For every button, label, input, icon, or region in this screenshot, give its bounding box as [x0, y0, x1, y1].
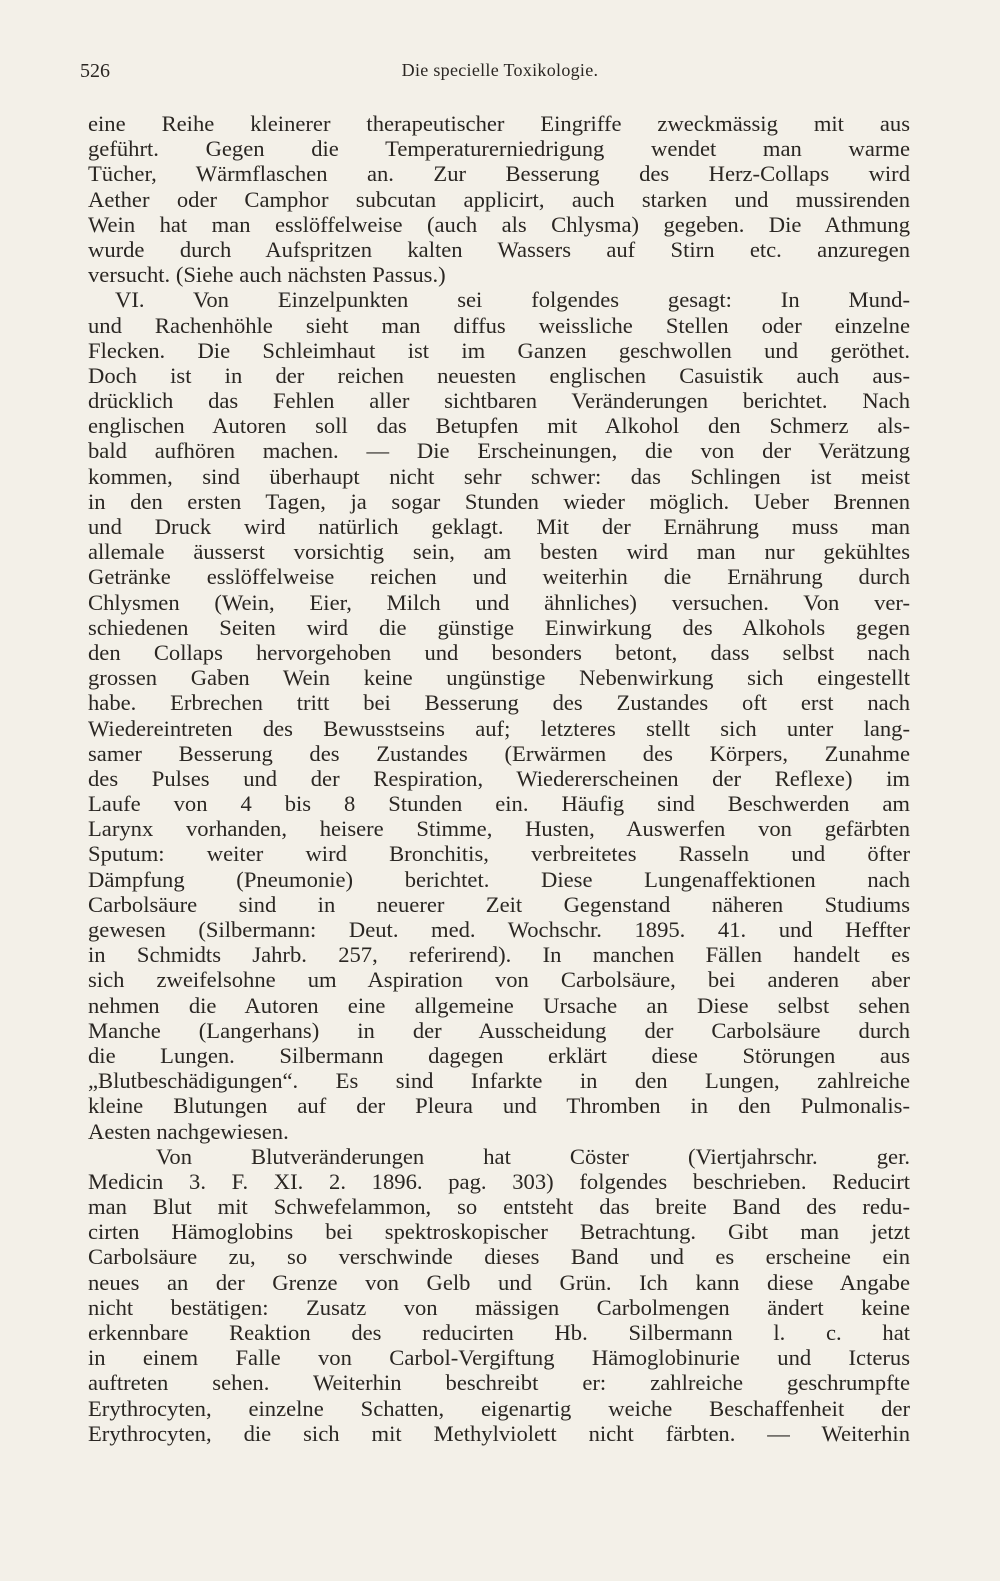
- text-line: englischen Autoren soll das Betupfen mit Alkohol den Schmerz als-: [88, 413, 910, 439]
- text-line: eine Reihe kleinerer therapeutischer Eingriffe zweckmässig mit aus: [88, 111, 910, 136]
- text-line: in den ersten Tagen, ja sogar Stunden wieder möglich. Ueber Brennen: [88, 488, 910, 514]
- text-line: Getränke esslöffelweise reichen und weiterhin die Ernährung durch: [88, 564, 910, 590]
- text-line: man Blut mit Schwefelammon, so entsteht das breite Band des redu-: [88, 1194, 910, 1220]
- text-line: neues an der Grenze von Gelb und Grün. Ich kann diese Angabe: [88, 1269, 910, 1295]
- text-line: cirten Hämoglobins bei spektroskopischer Betrachtung. Gibt man jetzt: [88, 1219, 910, 1245]
- text-line: Chlysmen (Wein, Eier, Milch und ähnliches) versuchen. Von ver-: [88, 589, 910, 615]
- text-line: gewesen (Silbermann: Deut. med. Wochschr. 1895. 41. und Heffter: [88, 917, 910, 942]
- text-line: Carbolsäure zu, so verschwinde dieses Band und es erscheine ein: [88, 1244, 910, 1270]
- text-line: Aether oder Camphor subcutan applicirt, auch starken und mussirenden: [88, 186, 910, 212]
- text-line: habe. Erbrechen tritt bei Besserung des Zustandes oft erst nach: [88, 690, 910, 716]
- text-line: Dämpfung (Pneumonie) berichtet. Diese Lungenaffektionen nach: [88, 866, 910, 892]
- text-line: VI. Von Einzelpunkten sei folgendes gesagt: In Mund-: [115, 287, 910, 313]
- text-line: den Collaps hervorgehoben und besonders betont, dass selbst nach: [88, 639, 910, 665]
- text-line: Larynx vorhanden, heisere Stimme, Husten, Auswerfen von gefärbten: [88, 816, 910, 842]
- text-line: Aesten nachgewiesen.: [88, 1118, 289, 1144]
- text-line: geführt. Gegen die Temperaturerniedrigung wendet man warme: [88, 136, 910, 162]
- text-line: sich zweifelsohne um Aspiration von Carbolsäure, bei anderen aber: [88, 967, 910, 993]
- text-line: Erythrocyten, die sich mit Methylviolett nicht färbten. — Weiterhin: [88, 1420, 910, 1446]
- text-line: und Rachenhöhle sieht man diffus weissliche Stellen oder einzelne: [88, 312, 910, 338]
- text-line: „Blutbeschädigungen“. Es sind Infarkte in den Lungen, zahlreiche: [88, 1068, 910, 1094]
- text-line: Wein hat man esslöffelweise (auch als Chlysma) gegeben. Die Athmung: [88, 211, 910, 237]
- text-line: Laufe von 4 bis 8 Stunden ein. Häufig sind Beschwerden am: [88, 791, 910, 817]
- page-header: [80, 60, 920, 86]
- page-number: 526: [80, 60, 110, 82]
- text-line: schiedenen Seiten wird die günstige Einwirkung des Alkohols gegen: [88, 614, 910, 640]
- body-text: [88, 111, 910, 1446]
- text-line: grossen Gaben Wein keine ungünstige Nebenwirkung sich eingestellt: [88, 665, 910, 691]
- text-line: nicht bestätigen: Zusatz von mässigen Carbolmengen ändert keine: [88, 1294, 910, 1320]
- text-line: bald aufhören machen. — Die Erscheinungen, die von der Verätzung: [88, 438, 910, 464]
- text-line: versucht. (Siehe auch nächsten Passus.): [88, 262, 446, 288]
- text-line: kleine Blutungen auf der Pleura und Thromben in den Pulmonalis-: [88, 1093, 910, 1119]
- text-line: in Schmidts Jahrb. 257, referirend). In manchen Fällen handelt es: [88, 942, 910, 968]
- text-line: des Pulses und der Respiration, Wiedererscheinen der Reflexe) im: [88, 765, 910, 791]
- text-line: auftreten sehen. Weiterhin beschreibt er: zahlreiche geschrumpfte: [88, 1370, 910, 1396]
- text-line: und Druck wird natürlich geklagt. Mit der Ernährung muss man: [88, 514, 910, 539]
- text-line: Flecken. Die Schleimhaut ist im Ganzen geschwollen und geröthet.: [88, 337, 910, 363]
- text-line: Tücher, Wärmflaschen an. Zur Besserung des Herz-Collaps wird: [88, 161, 910, 187]
- text-line: Wiedereintreten des Bewusstseins auf; letzteres stellt sich unter lang-: [88, 715, 910, 741]
- text-line: Sputum: weiter wird Bronchitis, verbreitetes Rasseln und öfter: [88, 841, 910, 867]
- text-line: Medicin 3. F. XI. 2. 1896. pag. 303) folgendes beschrieben. Reducirt: [88, 1168, 910, 1194]
- text-line: wurde durch Aufspritzen kalten Wassers auf Stirn etc. anzuregen: [88, 236, 910, 262]
- text-line: kommen, sind überhaupt nicht sehr schwer: das Schlingen ist meist: [88, 463, 910, 489]
- text-line: Erythrocyten, einzelne Schatten, eigenartig weiche Beschaffenheit der: [88, 1395, 910, 1421]
- text-line: in einem Falle von Carbol-Vergiftung Hämoglobinurie und Icterus: [88, 1345, 910, 1371]
- text-line: Von Blutveränderungen hat Cöster (Viertjahrschr. ger.: [156, 1143, 910, 1169]
- text-line: nehmen die Autoren eine allgemeine Ursache an Diese selbst sehen: [88, 992, 910, 1018]
- text-line: drücklich das Fehlen aller sichtbaren Veränderungen berichtet. Nach: [88, 388, 910, 414]
- text-line: Carbolsäure sind in neuerer Zeit Gegenstand näheren Studiums: [88, 891, 910, 917]
- text-line: Manche (Langerhans) in der Ausscheidung der Carbolsäure durch: [88, 1017, 910, 1043]
- running-title: Die specielle Toxikologie.: [401, 60, 599, 80]
- text-line: die Lungen. Silbermann dagegen erklärt diese Störungen aus: [88, 1042, 910, 1068]
- text-line: allemale äusserst vorsichtig sein, am besten wird man nur gekühltes: [88, 539, 910, 565]
- text-line: samer Besserung des Zustandes (Erwärmen des Körpers, Zunahme: [88, 740, 910, 766]
- text-line: Doch ist in der reichen neuesten englischen Casuistik auch aus-: [88, 362, 910, 388]
- text-line: erkennbare Reaktion des reducirten Hb. Silbermann l. c. hat: [88, 1320, 910, 1345]
